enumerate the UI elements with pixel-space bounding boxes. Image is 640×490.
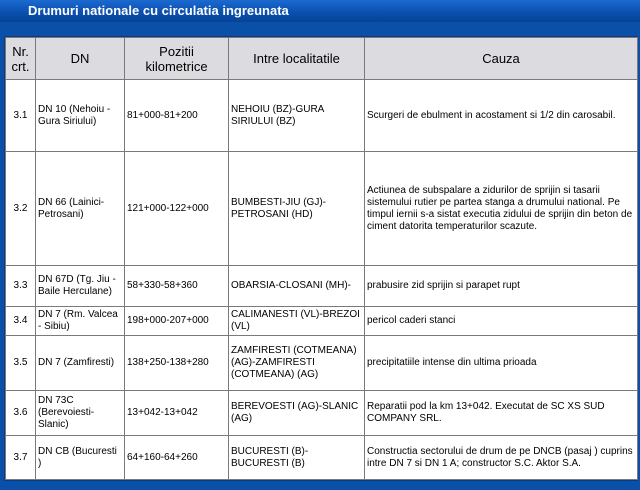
header-dn: DN [36, 38, 125, 80]
page-title: Drumuri nationale cu circulatia ingreunata [0, 0, 640, 22]
cell-dn: DN CB (Bucuresti ) [36, 436, 125, 480]
table-row [6, 336, 638, 391]
cell-km: 64+160-64+260 [125, 436, 229, 480]
header-km: Pozitii kilometrice [125, 38, 229, 80]
table-row [6, 80, 638, 152]
roads-table [5, 37, 638, 480]
cell-dn: DN 67D (Tg. Jiu - Baile Herculane) [36, 266, 125, 307]
cell-km: 121+000-122+000 [125, 152, 229, 266]
roads-table-container [4, 36, 638, 481]
cell-nr: 3.1 [6, 80, 36, 152]
cell-cauza: prabusire zid sprijin si parapet rupt [365, 266, 638, 307]
cell-cauza: Actiunea de subspalare a zidurilor de sprijin si tasarii sistemului rutier pe partea stanga a drumului national. Pe timpul iernii s-a sistat executia zidului de sprijin din beton de ciment datorita temperaturilor scazute. [365, 152, 638, 266]
cell-km: 81+000-81+200 [125, 80, 229, 152]
cell-nr: 3.5 [6, 336, 36, 391]
table-row [6, 152, 638, 266]
cell-nr: 3.4 [6, 307, 36, 336]
cell-dn: DN 66 (Lainici-Petrosani) [36, 152, 125, 266]
table-row [6, 391, 638, 436]
cell-nr: 3.6 [6, 391, 36, 436]
table-row [6, 436, 638, 480]
cell-dn: DN 73C (Berevoiesti-Slanic) [36, 391, 125, 436]
cell-localitati: BEREVOESTI (AG)-SLANIC (AG) [229, 391, 365, 436]
cell-cauza: Reparatii pod la km 13+042. Executat de SC XS SUD COMPANY SRL. [365, 391, 638, 436]
cell-localitati: OBARSIA-CLOSANI (MH)- [229, 266, 365, 307]
cell-cauza: Scurgeri de ebulment in acostament si 1/2 din carosabil. [365, 80, 638, 152]
cell-nr: 3.3 [6, 266, 36, 307]
cell-localitati: CALIMANESTI (VL)-BREZOI (VL) [229, 307, 365, 336]
cell-cauza: precipitatiile intense din ultima prioada [365, 336, 638, 391]
header-localitati: Intre localitatile [229, 38, 365, 80]
cell-dn: DN 7 (Rm. Valcea - Sibiu) [36, 307, 125, 336]
table-row [6, 307, 638, 336]
header-nr: Nr. crt. [6, 38, 36, 80]
table-header-row [6, 38, 638, 80]
header-cauza: Cauza [365, 38, 638, 80]
cell-nr: 3.2 [6, 152, 36, 266]
cell-localitati: BUCURESTI (B)-BUCURESTI (B) [229, 436, 365, 480]
cell-dn: DN 10 (Nehoiu - Gura Siriului) [36, 80, 125, 152]
cell-localitati: NEHOIU (BZ)-GURA SIRIULUI (BZ) [229, 80, 365, 152]
cell-localitati: BUMBESTI-JIU (GJ)-PETROSANI (HD) [229, 152, 365, 266]
cell-dn: DN 7 (Zamfiresti) [36, 336, 125, 391]
cell-localitati: ZAMFIRESTI (COTMEANA) (AG)-ZAMFIRESTI (COTMEANA) (AG) [229, 336, 365, 391]
cell-km: 138+250-138+280 [125, 336, 229, 391]
cell-nr: 3.7 [6, 436, 36, 480]
cell-km: 198+000-207+000 [125, 307, 229, 336]
cell-km: 58+330-58+360 [125, 266, 229, 307]
cell-cauza: pericol caderi stanci [365, 307, 638, 336]
cell-km: 13+042-13+042 [125, 391, 229, 436]
cell-cauza: Constructia sectorului de drum de pe DNCB (pasaj ) cuprins intre DN 7 si DN 1 A; constructor S.C. Aktor S.A. [365, 436, 638, 480]
table-row [6, 266, 638, 307]
